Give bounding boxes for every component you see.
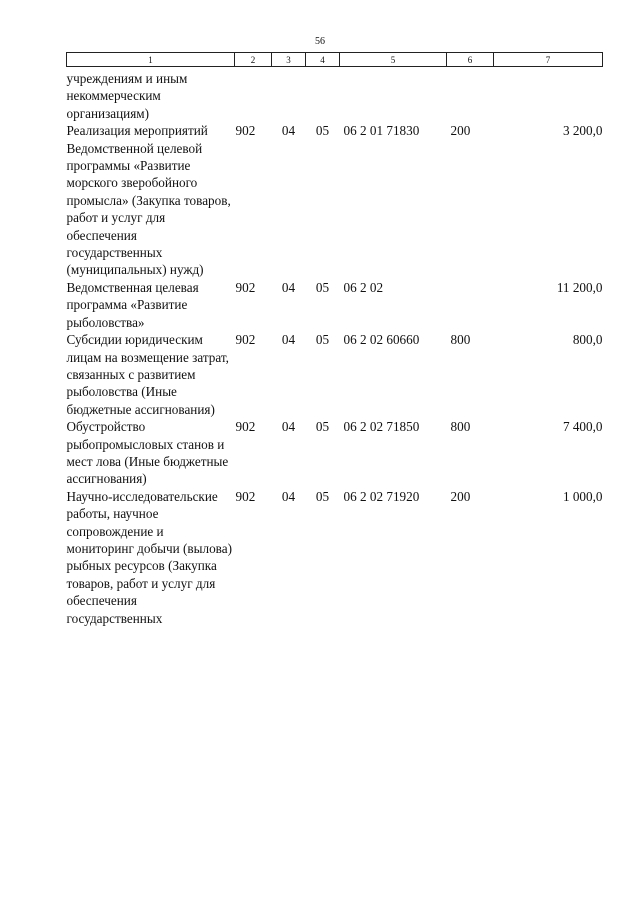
column-header: 1	[67, 53, 235, 67]
row-gov-code: 902	[235, 488, 256, 504]
row-gov-code: 902	[235, 332, 256, 348]
table-row	[67, 488, 603, 627]
table-row	[67, 331, 603, 418]
table-header-row	[67, 53, 603, 67]
row-section: 04	[281, 332, 296, 348]
column-header: 2	[235, 53, 272, 67]
row-name: Реализация мероприятий Ведомственной целевой программы «Развитие морского зверобойного промысла» (Закупка товаров, работ и услуг для обеспечения государственных (муниципальных) нужд)	[66, 123, 231, 278]
column-header: 7	[494, 53, 603, 67]
row-subsection: 05	[315, 332, 330, 348]
row-gov-code: 902	[235, 419, 256, 435]
row-target-code: 06 2 02	[343, 279, 384, 295]
row-expense-type: 800	[450, 332, 471, 348]
row-section: 04	[281, 488, 296, 504]
column-header: 3	[272, 53, 306, 67]
row-amount: 1 000,0	[562, 488, 603, 504]
row-name: Научно-исследовательские работы, научное сопровождение и мониторинг добычи (вылова) рыбных ресурсов (Закупка товаров, работ и услуг для обеспечения государственных	[66, 488, 232, 626]
row-section: 04	[281, 123, 296, 139]
row-section: 04	[281, 419, 296, 435]
row-expense-type: 200	[450, 488, 471, 504]
row-subsection: 05	[315, 123, 330, 139]
page-number: 56	[315, 36, 325, 47]
table-row	[67, 279, 603, 331]
row-target-code: 06 2 01 71830	[343, 123, 420, 139]
row-amount: 7 400,0	[562, 419, 603, 435]
row-subsection: 05	[315, 488, 330, 504]
row-section: 04	[281, 279, 296, 295]
table-row	[67, 67, 603, 123]
row-gov-code: 902	[235, 123, 256, 139]
row-amount: 3 200,0	[562, 123, 603, 139]
column-header: 5	[340, 53, 447, 67]
row-subsection: 05	[315, 419, 330, 435]
row-name: учреждениям и иным некоммерческим организациям)	[66, 71, 188, 121]
table-row	[67, 122, 603, 279]
row-target-code: 06 2 02 71920	[343, 488, 420, 504]
table-row	[67, 418, 603, 488]
row-expense-type	[447, 279, 494, 331]
row-target-code: 06 2 02 60660	[343, 332, 420, 348]
row-name: Обустройство рыбопромысловых станов и мест лова (Иные бюджетные ассигнования)	[66, 419, 229, 487]
row-amount: 800,0	[572, 332, 603, 348]
row-gov-code: 902	[235, 279, 256, 295]
budget-table	[66, 52, 603, 627]
row-name: Ведомственная целевая программа «Развитие рыболовства»	[66, 279, 199, 330]
row-name: Субсидии юридическим лицам на возмещение затрат, связанных с развитием рыболовства (Иные бюджетные ассигнования)	[66, 332, 229, 417]
row-expense-type: 200	[450, 123, 471, 139]
row-amount: 11 200,0	[556, 279, 603, 295]
row-subsection: 05	[315, 279, 330, 295]
row-target-code: 06 2 02 71850	[343, 419, 420, 435]
column-header: 6	[447, 53, 494, 67]
column-header: 4	[306, 53, 340, 67]
row-expense-type: 800	[450, 419, 471, 435]
